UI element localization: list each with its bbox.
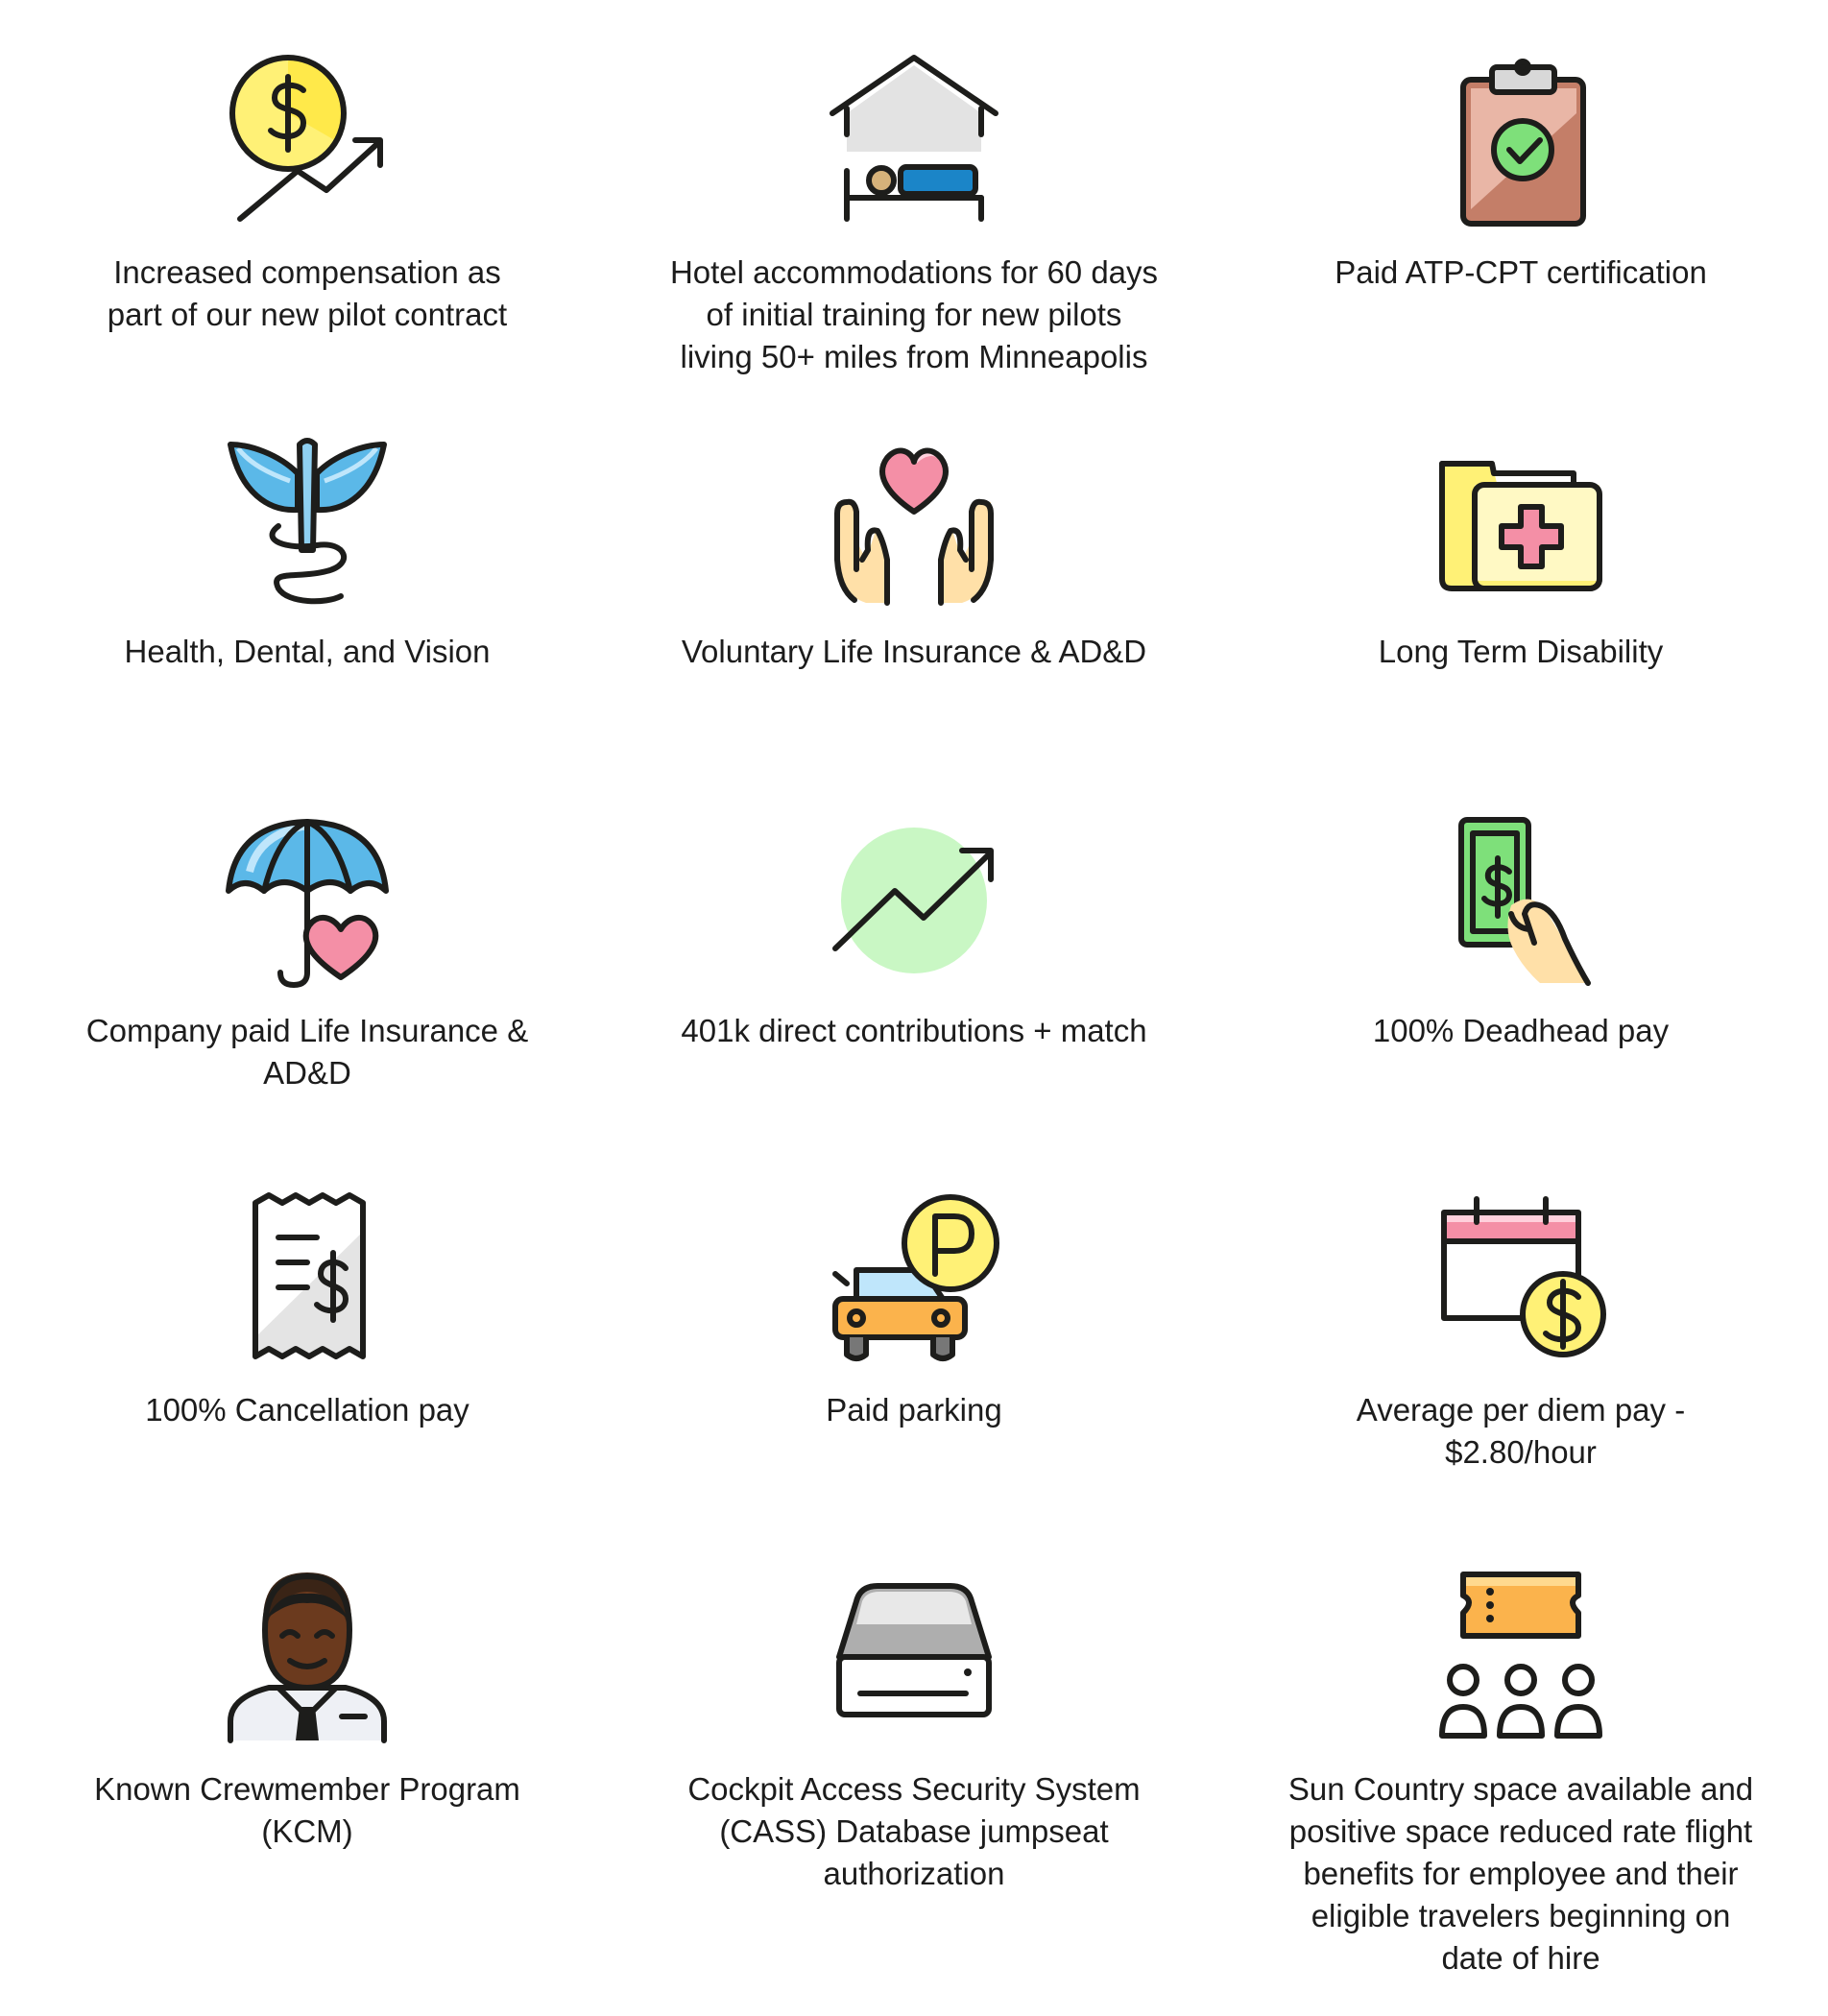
hotel-bed-icon — [818, 56, 1010, 228]
caduceus-icon — [211, 435, 403, 608]
benefit-label: 100% Deadhead pay — [1372, 1013, 1670, 1048]
benefit-label: Known Crewmember Program (KCM) — [94, 1771, 520, 1849]
benefit-label: Voluntary Life Insurance & AD&D — [681, 634, 1147, 669]
receipt-dollar-icon — [211, 1193, 403, 1366]
growth-chart-icon — [818, 814, 1010, 987]
benefit-parking — [645, 1138, 1183, 1512]
benefit-flight-benefits — [1252, 1517, 1790, 1976]
benefit-label: 100% Cancellation pay — [145, 1392, 469, 1428]
benefit-atp-cpt — [1252, 0, 1790, 374]
benefit-ltd — [1252, 379, 1790, 754]
car-parking-icon — [818, 1193, 1010, 1366]
benefit-label: Long Term Disability — [1378, 634, 1664, 669]
clipboard-check-icon — [1425, 56, 1617, 228]
benefit-health — [38, 379, 576, 754]
benefit-voluntary-life — [645, 379, 1183, 754]
benefit-per-diem — [1252, 1138, 1790, 1512]
benefit-label: Company paid Life Insurance & AD&D — [85, 1013, 529, 1091]
benefit-label: Paid parking — [826, 1392, 1002, 1428]
benefit-cancellation — [38, 1138, 576, 1512]
medical-folder-icon — [1425, 435, 1617, 608]
benefit-cass — [645, 1517, 1183, 1891]
hands-heart-icon — [818, 435, 1010, 608]
benefit-hotel — [645, 0, 1183, 374]
benefit-label: Hotel accommodations for 60 days of initial training for new pilots living 50+ miles from Minneapolis — [669, 254, 1159, 374]
benefit-label: Average per diem pay - $2.80/hour — [1356, 1392, 1686, 1470]
crewmember-icon — [211, 1572, 403, 1745]
benefit-label: Sun Country space available and positive space reduced rate flight benefits for employee and their eligible travelers beginning on date of hire — [1287, 1771, 1754, 1976]
benefit-401k — [645, 758, 1183, 1133]
database-drive-icon — [818, 1572, 1010, 1745]
dollar-growth-icon — [211, 56, 403, 228]
benefit-compensation — [38, 0, 576, 374]
benefit-company-life — [38, 758, 576, 1133]
cash-hand-icon — [1425, 814, 1617, 987]
ticket-travelers-icon — [1425, 1572, 1617, 1745]
calendar-dollar-icon — [1425, 1193, 1617, 1366]
benefit-kcm — [38, 1517, 576, 1891]
umbrella-heart-icon — [211, 814, 403, 987]
benefit-label: 401k direct contributions + match — [681, 1013, 1147, 1048]
benefit-label: Cockpit Access Security System (CASS) Database jumpseat authorization — [687, 1771, 1141, 1891]
benefit-label: Increased compensation as part of our new pilot contract — [107, 254, 508, 332]
benefit-label: Paid ATP-CPT certification — [1335, 254, 1707, 290]
benefit-deadhead — [1252, 758, 1790, 1133]
benefit-label: Health, Dental, and Vision — [124, 634, 491, 669]
